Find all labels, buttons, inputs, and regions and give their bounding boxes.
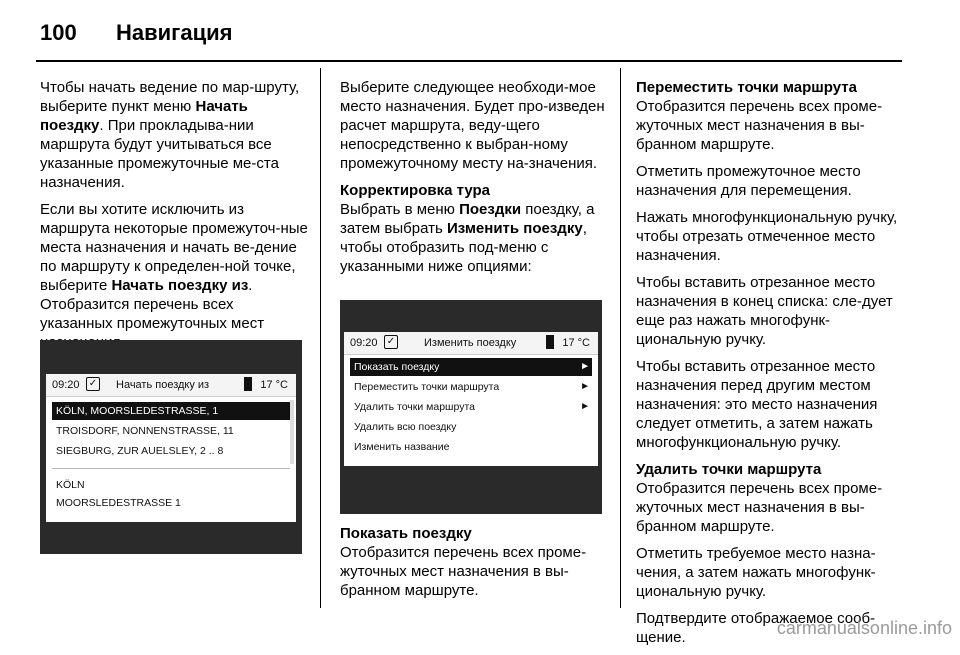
text: , чтобы отобразить под-меню с указанными ниже опциями:	[340, 220, 587, 275]
thermometer-icon	[546, 335, 554, 349]
paragraph: Отметить промежуточное место назначения для перемещения.	[636, 163, 861, 199]
text: Если вы хотите исключить из маршрута некоторые промежуточ-ные места назначения и начать ве-дение по маршруту к определен-ной точке, выберите	[40, 201, 308, 294]
section-heading: Показать поездку	[340, 525, 472, 542]
header-rule	[36, 60, 902, 62]
paragraph: Отметить требуемое место назна-чения, а затем нажать многофунк-циональную ручку.	[636, 545, 876, 600]
section-heading: Удалить точки маршрута	[636, 461, 822, 478]
menu-item-move-waypoints[interactable]	[350, 378, 592, 396]
page-title: Навигация	[116, 20, 233, 45]
paragraph: Чтобы вставить отрезанное место назначения в конец списка: сле-дует еще раз нажать многофунк-циональную ручку.	[636, 274, 893, 348]
chevron-right-icon: ►	[580, 361, 590, 372]
status-bar	[344, 332, 598, 355]
paragraph: Отобразится перечень всех проме-жуточных мест назначения в вы-бранном маршруте.	[636, 98, 883, 153]
text: Выбрать в меню	[340, 201, 460, 218]
page-header	[36, 14, 902, 56]
divider	[52, 468, 290, 469]
detail-line: KÖLN	[56, 479, 85, 491]
column-2-bottom	[340, 524, 608, 608]
menu-term: Начать поездку	[40, 98, 248, 134]
screen-title: Изменить поездку	[424, 337, 517, 349]
clock: 09:20	[350, 337, 378, 349]
menu-term: Начать поездку из	[111, 277, 249, 294]
menu-term: Изменить поездку	[446, 220, 583, 237]
paragraph	[40, 78, 308, 192]
thermometer-icon	[244, 377, 252, 391]
check-icon: ✓	[384, 335, 398, 349]
menu-item-show-trip[interactable]	[350, 358, 592, 376]
paragraph: Нажать многофункциональную ручку, чтобы отрезать отмеченное место назначения.	[636, 209, 898, 264]
menu-item-delete-waypoints[interactable]	[350, 398, 592, 416]
chevron-right-icon: ►	[580, 401, 590, 412]
paragraph: Отобразится перечень всех проме-жуточных мест назначения в вы-бранном маршруте.	[340, 544, 587, 599]
scrollbar[interactable]	[290, 400, 294, 464]
text: . При прокладыва-нии маршрута будут учитываться все указанные промежуточные ме-ста назначения.	[40, 117, 279, 191]
paragraph: Отобразится перечень всех проме-жуточных мест назначения в вы-бранном маршруте.	[636, 480, 883, 535]
menu-item-label: Удалить точки маршрута	[354, 401, 475, 413]
column-2	[340, 78, 608, 284]
status-bar	[46, 374, 296, 397]
paragraph: Выберите следующее необходи-мое место назначения. Будет про-изведен расчет маршрута, веду-щего непосредственно к выбран-ному промежуточному месту на-значения.	[340, 79, 605, 172]
section-heading: Переместить точки маршрута	[636, 79, 857, 96]
column-1	[40, 78, 308, 360]
detail-line: MOORSLEDESTRASSE 1	[56, 497, 181, 509]
menu-item-label: Показать поездку	[354, 361, 440, 373]
column-3	[636, 78, 904, 655]
column-divider-2	[620, 68, 621, 608]
watermark: carmanualsonline.info	[776, 618, 952, 638]
paragraph	[340, 200, 608, 276]
menu-item-rename[interactable]: Изменить название	[354, 441, 450, 453]
chevron-right-icon: ►	[580, 381, 590, 392]
menu-item-label: Переместить точки маршрута	[354, 381, 500, 393]
menu-item-delete-trip[interactable]: Удалить всю поездку	[354, 421, 457, 433]
clock: 09:20	[52, 379, 80, 391]
check-icon: ✓	[86, 377, 100, 391]
display-screen	[46, 374, 296, 522]
page-number: 100	[40, 20, 77, 45]
text: Чтобы начать ведение по мар-шруту, выберите пункт меню	[40, 79, 300, 115]
menu-term: Поездки	[459, 201, 522, 218]
list-item[interactable]: TROISDORF, NONNENSTRASSE, 11	[56, 425, 234, 437]
section-heading: Корректировка тура	[340, 182, 490, 199]
screen-figure-2	[340, 300, 602, 514]
column-divider-1	[320, 68, 321, 608]
temperature: 17 °C	[260, 379, 288, 391]
text: . Отобразится перечень всех указанных промежуточных мест	[40, 277, 265, 332]
screen-figure-1	[40, 340, 302, 554]
list-item[interactable]: SIEGBURG, ZUR AUELSLEY, 2 .. 8	[56, 445, 224, 457]
paragraph	[40, 200, 308, 352]
temperature: 17 °C	[562, 337, 590, 349]
display-screen	[344, 332, 598, 466]
text: поездку, а затем выбрать	[340, 201, 595, 237]
paragraph: Подтвердите отображаемое сооб-щение.	[636, 610, 876, 646]
list-item[interactable]: KÖLN, MOORSLEDESTRASSE, 1	[52, 402, 290, 420]
paragraph: Чтобы вставить отрезанное место назначения перед другим местом назначения: это место назначения следует отметить, а затем нажать многофункциональную ручку.	[636, 358, 878, 451]
screen-title: Начать поездку из	[116, 379, 210, 391]
